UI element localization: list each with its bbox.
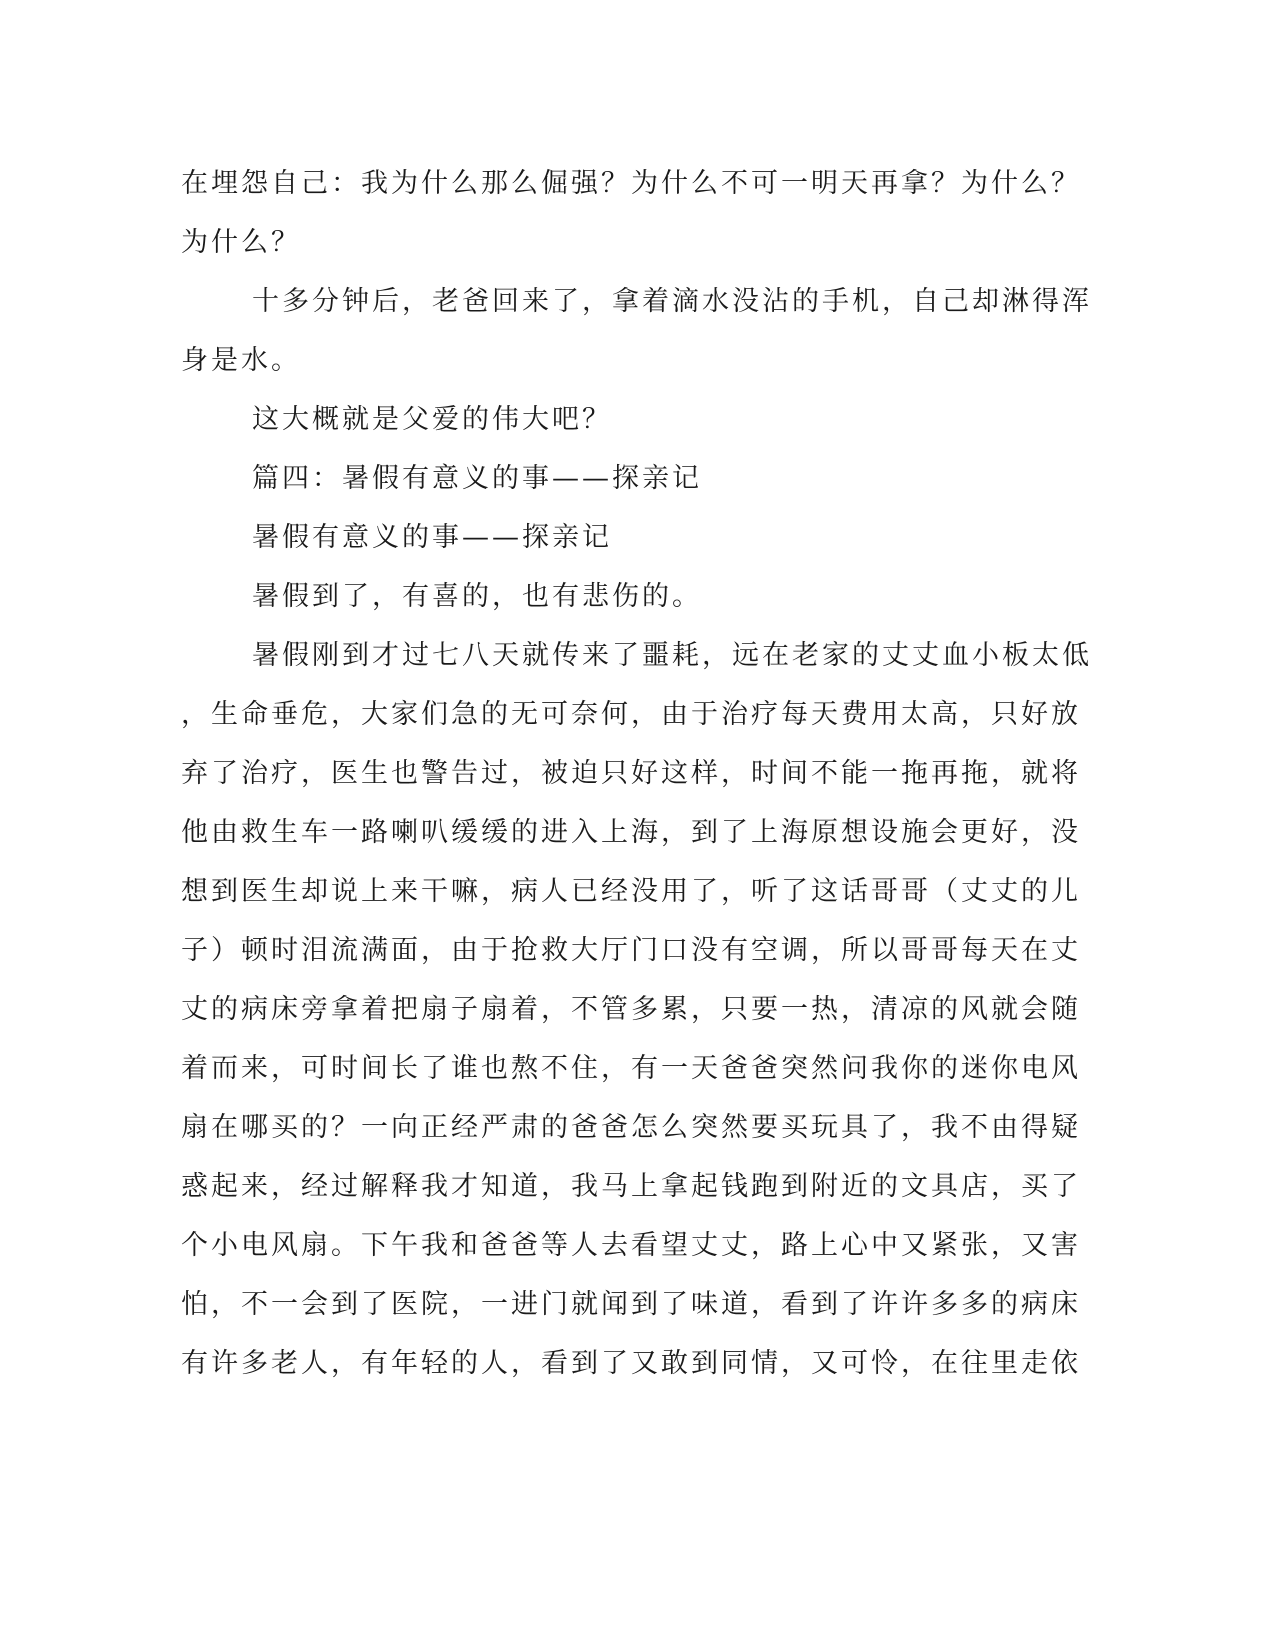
text-line: 弃了治疗，医生也警告过，被迫只好这样，时间不能一拖再拖，就将: [181, 758, 1081, 789]
text-line: 在埋怨自己：我为什么那么倔强？为什么不可一明天再拿？为什么？: [181, 168, 1081, 199]
text-line: 怕，不一会到了医院，一进门就闻到了味道，看到了许许多多的病床: [181, 1289, 1081, 1320]
text-line: 十多分钟后，老爸回来了，拿着滴水没沾的手机，自己却淋得浑: [252, 286, 1092, 317]
text-line: 子）顿时泪流满面，由于抢救大厅门口没有空调，所以哥哥每天在丈: [181, 935, 1081, 966]
text-line: 为什么？: [181, 227, 301, 258]
text-line: 他由救生车一路喇叭缓缓的进入上海，到了上海原想设施会更好，没: [181, 817, 1081, 848]
text-line: ，生命垂危，大家们急的无可奈何，由于治疗每天费用太高，只好放: [181, 699, 1081, 730]
body-text: [181, 154, 1101, 1393]
text-line: 篇四：暑假有意义的事——探亲记: [252, 463, 702, 494]
text-line: 暑假有意义的事——探亲记: [252, 522, 612, 553]
text-line: 暑假刚到才过七八天就传来了噩耗，远在老家的丈丈血小板太低: [252, 640, 1092, 671]
text-line: 有许多老人，有年轻的人，看到了又敢到同情，又可怜，在往里走依: [181, 1348, 1081, 1379]
text-line: 惑起来，经过解释我才知道，我马上拿起钱跑到附近的文具店，买了: [181, 1171, 1081, 1202]
text-line: 丈的病床旁拿着把扇子扇着，不管多累，只要一热，清凉的风就会随: [181, 994, 1081, 1025]
text-line: 扇在哪买的？一向正经严肃的爸爸怎么突然要买玩具了，我不由得疑: [181, 1112, 1081, 1143]
text-line: 暑假到了，有喜的，也有悲伤的。: [252, 581, 702, 612]
text-line: 想到医生却说上来干嘛，病人已经没用了，听了这话哥哥（丈丈的儿: [181, 876, 1081, 907]
text-line: 个小电风扇。下午我和爸爸等人去看望丈丈，路上心中又紧张，又害: [181, 1230, 1081, 1261]
text-line: 着而来，可时间长了谁也熬不住，有一天爸爸突然问我你的迷你电风: [181, 1053, 1081, 1084]
text-line: 这大概就是父爱的伟大吧？: [252, 404, 612, 435]
text-line: 身是水。: [181, 345, 301, 376]
